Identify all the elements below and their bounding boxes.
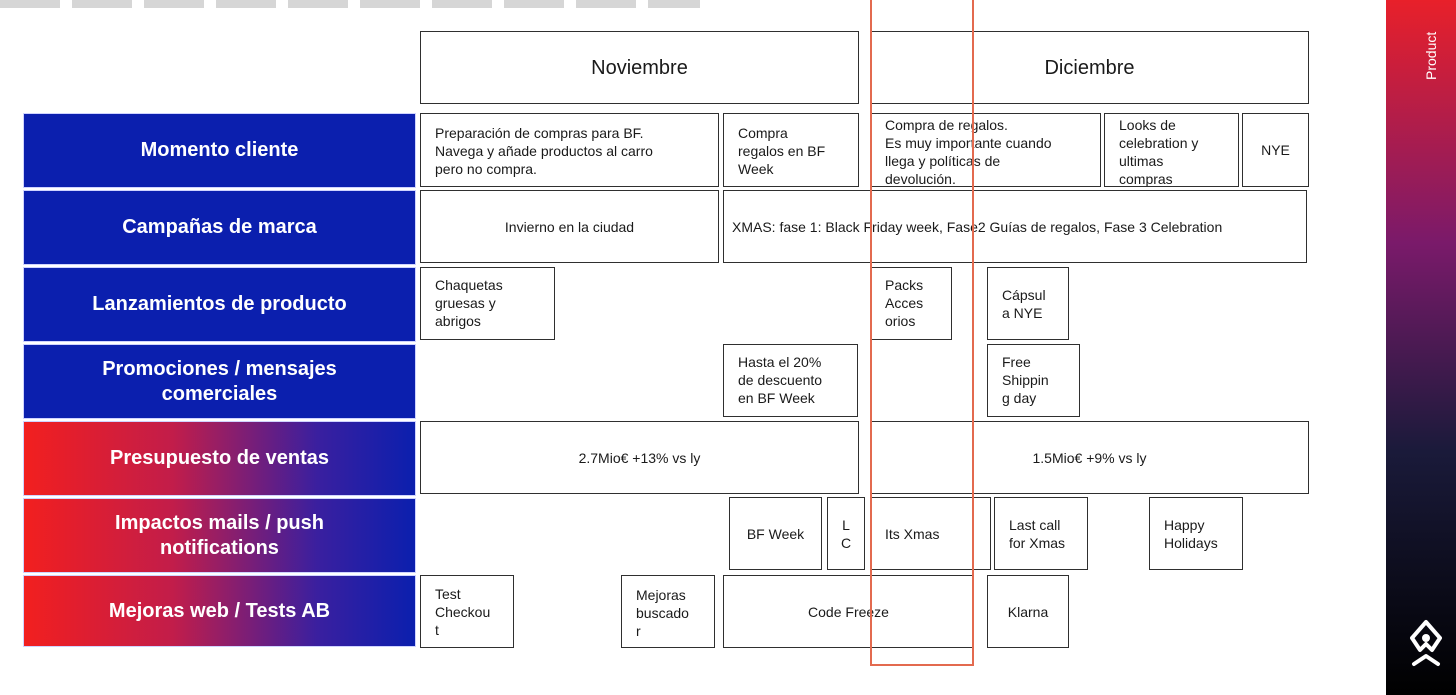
cell-web-klarna: Klarna (987, 575, 1069, 648)
cell-momento-nye: NYE (1242, 113, 1309, 187)
cell-web-code-freeze: Code Freeze (723, 575, 974, 648)
cell-promo-descuento: Hasta el 20% de descuento en BF Week (723, 344, 858, 417)
month-header-noviembre: Noviembre (420, 31, 859, 104)
cell-mail-its-xmas: Its Xmas (870, 497, 991, 570)
page-title-fragment (0, 0, 700, 8)
right-sidebar (1386, 0, 1456, 695)
cell-web-test-checkout: Test Checkou t (420, 575, 514, 648)
cell-web-mejoras-buscador: Mejoras buscado r (621, 575, 715, 648)
cell-momento-looks: Looks de celebration y ultimas compras (1104, 113, 1239, 187)
cell-mail-lc: L C (827, 497, 865, 570)
cell-promo-free-shipping: Free Shippin g day (987, 344, 1080, 417)
row-label-presupuesto: Presupuesto de ventas (23, 421, 416, 496)
cell-lanzamiento-chaquetas: Chaquetas gruesas y abrigos (420, 267, 555, 340)
cell-presupuesto-noviembre: 2.7Mio€ +13% vs ly (420, 421, 859, 494)
cell-mail-last-call: Last call for Xmas (994, 497, 1088, 570)
sidebar-label: Product (1423, 31, 1439, 80)
cell-mail-bf-week: BF Week (729, 497, 822, 570)
cell-mail-happy-holidays: Happy Holidays (1149, 497, 1243, 570)
cell-momento-compra-bf: Compra regalos en BF Week (723, 113, 859, 187)
cell-campana-xmas: XMAS: fase 1: Black Friday week, Fase2 Guías de regalos, Fase 3 Celebration (723, 190, 1307, 263)
row-label-impactos: Impactos mails / push notifications (23, 498, 416, 573)
cell-momento-compra-regalos: Compra de regalos. Es muy importante cuando llega y políticas de devolución. (870, 113, 1101, 187)
row-label-campanas-marca: Campañas de marca (23, 190, 416, 265)
row-label-momento-cliente: Momento cliente (23, 113, 416, 188)
brand-logo-icon (1406, 618, 1446, 672)
cell-lanzamiento-capsula: Cápsul a NYE (987, 267, 1069, 340)
row-label-mejoras-web: Mejoras web / Tests AB (23, 575, 416, 647)
row-label-lanzamientos: Lanzamientos de producto (23, 267, 416, 342)
cell-lanzamiento-packs: Packs Acces orios (870, 267, 952, 340)
row-label-promociones: Promociones / mensajes comerciales (23, 344, 416, 419)
cell-presupuesto-diciembre: 1.5Mio€ +9% vs ly (870, 421, 1309, 494)
cell-momento-preparacion: Preparación de compras para BF. Navega y añade productos al carro pero no compra. (420, 113, 719, 187)
cell-campana-invierno: Invierno en la ciudad (420, 190, 719, 263)
month-header-diciembre: Diciembre (870, 31, 1309, 104)
